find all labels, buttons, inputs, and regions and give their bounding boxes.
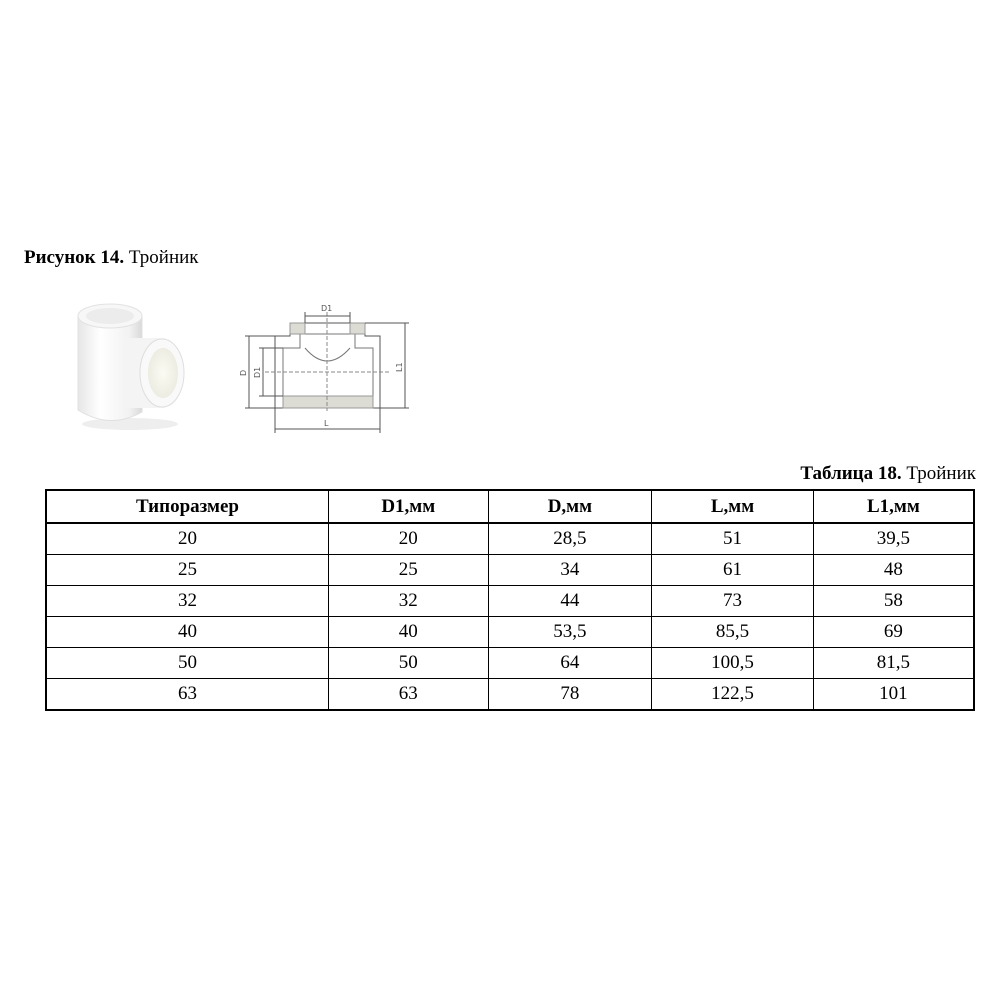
- header-d1: D1,мм: [328, 490, 488, 523]
- dim-label-d1-left: D1: [253, 366, 262, 378]
- cell-d: 44: [488, 586, 652, 617]
- cell-d1: 20: [328, 523, 488, 555]
- table-row: [46, 555, 974, 586]
- cell-l1: 69: [813, 617, 974, 648]
- cell-size: 20: [46, 523, 328, 555]
- dim-label-d1-top: D1: [321, 304, 333, 313]
- cell-l1: 58: [813, 586, 974, 617]
- cell-d: 34: [488, 555, 652, 586]
- header-l: L,мм: [652, 490, 814, 523]
- cell-d1: 63: [328, 679, 488, 711]
- cell-d: 78: [488, 679, 652, 711]
- cell-l: 51: [652, 523, 814, 555]
- cell-size: 40: [46, 617, 328, 648]
- cell-l: 85,5: [652, 617, 814, 648]
- dim-label-d: D: [239, 369, 248, 376]
- figure-label: Рисунок 14.: [24, 247, 125, 268]
- cell-l: 122,5: [652, 679, 814, 711]
- cell-l1: 48: [813, 555, 974, 586]
- table-label: Таблица 18.: [800, 463, 902, 484]
- cell-d1: 40: [328, 617, 488, 648]
- cell-d1: 50: [328, 648, 488, 679]
- cell-d: 64: [488, 648, 652, 679]
- table-row: [46, 586, 974, 617]
- cell-l: 73: [652, 586, 814, 617]
- cell-d1: 25: [328, 555, 488, 586]
- cell-d: 28,5: [488, 523, 652, 555]
- cell-l1: 101: [813, 679, 974, 711]
- dim-label-l: L: [324, 419, 329, 428]
- cell-l: 61: [652, 555, 814, 586]
- header-l1: L1,мм: [813, 490, 974, 523]
- header-size: Типоразмер: [46, 490, 328, 523]
- cell-d1: 32: [328, 586, 488, 617]
- figure-caption: [24, 244, 199, 272]
- tee-dimensions-table: [45, 489, 975, 711]
- dim-label-l1: L1: [395, 362, 404, 372]
- cell-size: 50: [46, 648, 328, 679]
- table-row: [46, 617, 974, 648]
- table-title: Тройник: [906, 463, 976, 484]
- table-row: [46, 679, 974, 711]
- cell-size: 32: [46, 586, 328, 617]
- table-row: [46, 648, 974, 679]
- header-d: D,мм: [488, 490, 652, 523]
- tee-fitting-section-drawing: [235, 296, 415, 441]
- cell-l: 100,5: [652, 648, 814, 679]
- figure-title: Тройник: [128, 247, 199, 268]
- cell-l1: 39,5: [813, 523, 974, 555]
- cell-size: 25: [46, 555, 328, 586]
- tee-fitting-photo: [70, 298, 190, 433]
- table-header-row: [46, 490, 974, 523]
- table-caption: [800, 460, 976, 488]
- cell-d: 53,5: [488, 617, 652, 648]
- cell-size: 63: [46, 679, 328, 711]
- cell-l1: 81,5: [813, 648, 974, 679]
- table-row: [46, 523, 974, 555]
